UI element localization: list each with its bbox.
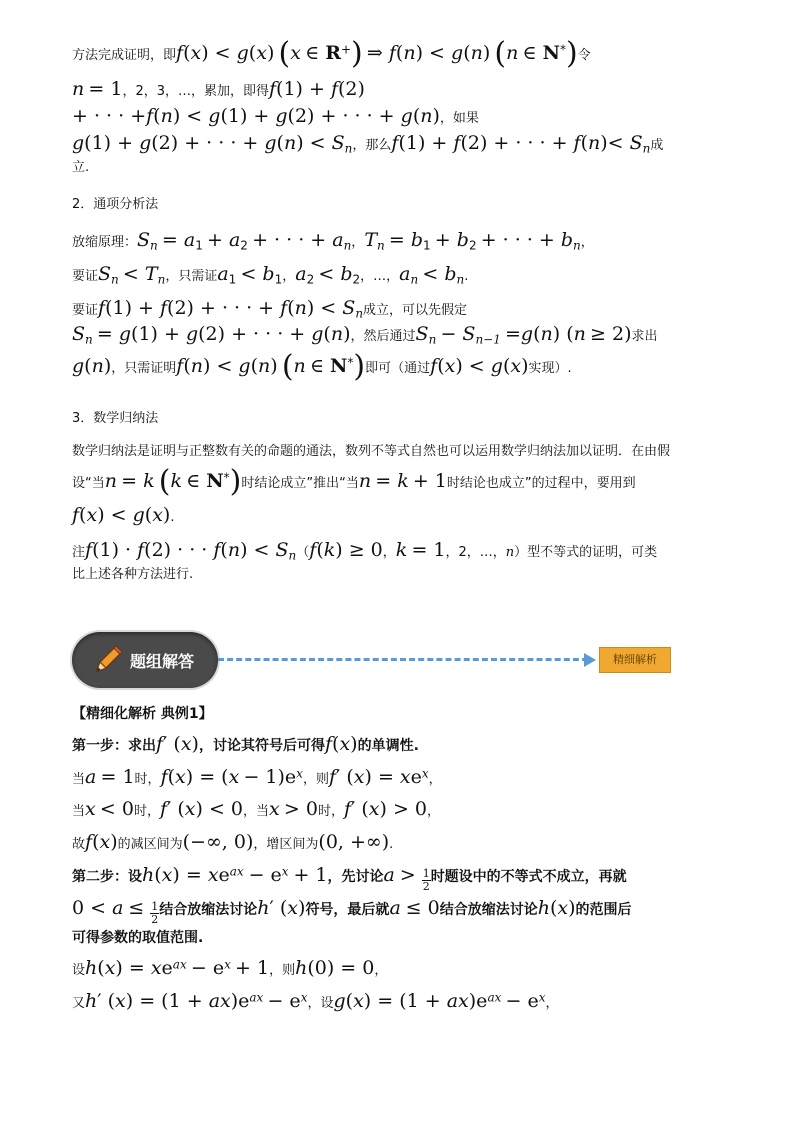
banner-pill [72, 632, 218, 688]
line-15: 比上述各种方法进行. [72, 566, 194, 582]
line-7: 要证$S_n < T_n$，只需证$a_1 < b_1$，$a_2 < b_2$，…，$a_n < b_n$. [72, 262, 469, 287]
arrow-right-icon [584, 653, 596, 667]
document-body [72, 36, 722, 582]
sol-line-2: 当x < 0时，f′ (x) < 0，当x > 0时，f′ (x) > 0， [72, 798, 441, 821]
line-11: 数学归纳法是证明与正整数有关的命题的通法，数列不等式自然也可以运用数学归纳法加以证明．在由假 [72, 444, 671, 460]
line-3: + · · · +f(n) < g(1) + g(2) + · · · + g(n)，如果 [72, 104, 479, 127]
line-8: 要证f(1) + f(2) + · · · + $f(n) < S_n$成立，可以先假定 [72, 296, 468, 321]
line-4: g(1) + g(2) + · · · + $g(n) < S_n$，那么f(1) + f(2) + · · · + $f(n)< S_n$成 [72, 131, 664, 156]
pencil-icon [90, 642, 126, 678]
step-2-line-1: 第二步：设$h(x) = xe^{ax} - e^x + 1$，先讨论a > $\frac{1}{2}$ 时题设中的不等式不成立，再就 [72, 863, 627, 893]
line-13: f(x) < g(x). [72, 503, 175, 526]
solution-title: 【精细化解析 典例1】 [72, 706, 213, 722]
section-2-title: 2．通项分析法 [72, 197, 159, 213]
section-banner [72, 632, 657, 688]
banner-title: 题组解答 [130, 652, 195, 671]
line-14: 注f(1) · f(2) · · · $f(n) < S_n(f(k) \ge 0$，k = 1，2，…，n）型不等式的证明，可类 [72, 538, 658, 563]
section-3-title: 3．数学归纳法 [72, 410, 159, 426]
line-6: 放缩原理：$S_n = a_1 + a_2$ + · · · + $a_n$，$T_n = b_1 + b_2$ + · · · + $b_n$， [72, 228, 594, 253]
sol-line-3: 故f(x)的减区间为(−∞, 0)，增区间为(0, +∞). [72, 831, 394, 854]
sol-line-1: 当a = 1时，$f(x) = (x - 1)e^x$，则f′ $(x) = xe^x$， [72, 765, 442, 788]
detail-tag: 精细解析 [599, 647, 671, 673]
step-2-line-2: 0 < a ≤ $\frac{1}{2}$ 结合放缩法讨论h′ (x)符号，最后就a ≤ 0结合放缩法讨论h(x)的范围后 [72, 896, 632, 926]
dashed-connector [218, 658, 588, 661]
step-1: 第一步：求出f′ (x)，讨论其符号后可得f(x)的单调性. [72, 732, 419, 755]
step-2-line-3: 可得参数的取值范围. [72, 929, 204, 946]
line-9: $S_n = g(1) + g(2)$ + · · · + g(n)，然后通过$S_n - S_{n-1} =g(n) (n \ge 2)$求出 [72, 322, 658, 347]
line-5: 立. [72, 159, 90, 175]
sol-line-4: 设$h(x) = xe^{ax} - e^x + 1$，则h(0) = 0， [72, 956, 388, 979]
line-10: g(n)，只需证明f(n) < g(n) (n ∈ N*)即可（通过f(x) < g(x)实现）. [72, 348, 572, 384]
sol-line-5: 又h′ $(x) = (1 + ax)e^{ax} - e^x$，设$g(x) = (1 + ax)e^{ax} - e^x$， [72, 989, 559, 1012]
solution-body [72, 706, 722, 1012]
line-2: n = 1，2，3，…，累加，即得f(1) + f(2) [72, 78, 365, 100]
line-1: 方法完成证明，即f(x) < g(x) (x ∈ R+) ⇒ f(n) < g(n) (n ∈ N*)令 [72, 36, 591, 71]
line-12: 设“当n = k (k ∈ N*)时结论成立”推出“当n = k + 1时结论也成立”的过程中，要用到 [72, 463, 636, 499]
